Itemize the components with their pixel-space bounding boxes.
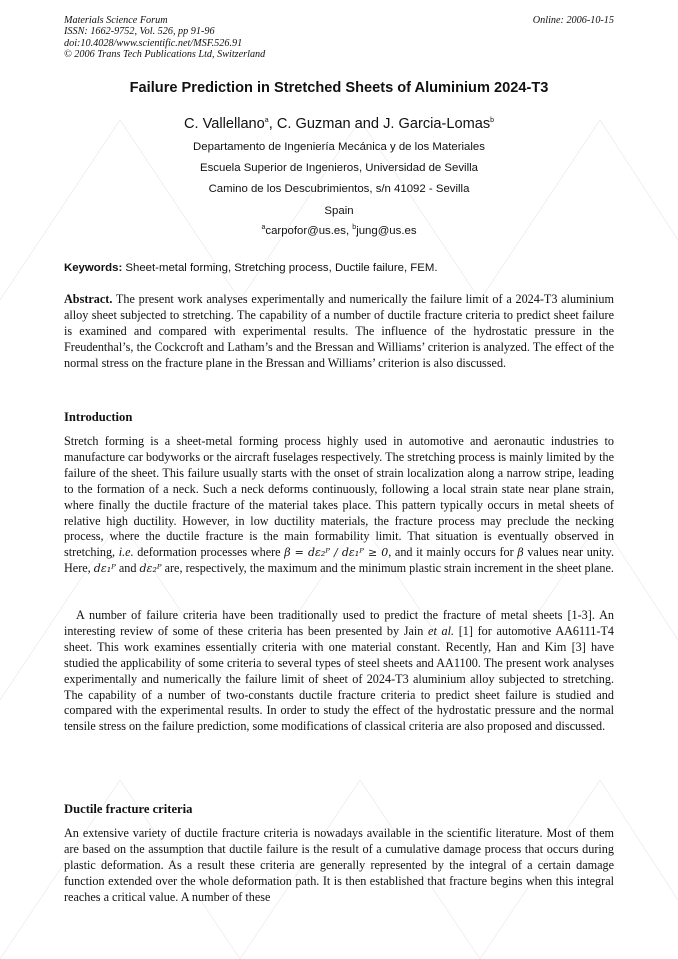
intro2-text-b: [1] for automotive AA6111-T4 sheet. This work examines essentially criteria with one material constant. Recently, Han and Kim [3] have studied the applicability of some criteria to several types of steel sheets and AA1100. The present work analyses experimentally and numerically the failure limit of sheet of 2024-T3 aluminium alloy subjected to stretching. The capability of a number of two-constants ductile fracture criteria to predict sheet failure is studied and compared with the experimental results. In order to study the effect of the hydrostatic pressure and the normal tensile stress on the failure prediction, some modifications of classical criteria are also proposed and discussed.	[64, 623, 614, 734]
paper-title: Failure Prediction in Stretched Sheets of Aluminium 2024-T3	[129, 80, 549, 96]
et-al: et al.	[428, 623, 455, 638]
email-a-sup: a	[261, 224, 266, 232]
keywords	[64, 262, 614, 274]
intro-text-a: Stretch forming is a sheet-metal forming process highly used in automotive and aeronautic industries to manufacture car bodyworks or the aircraft fuselages respectively. The stretching process is mainly limited by the failure of the sheet. This failure usually starts with the onset of strain localization along a narrow stripe, leading to the formation of a neck. Such a neck deforms continuously, following a local strain state near plane strain, where finally the ductile fracture of the material takes place. This pattern typically occurs in metal sheets of relative high ductility. However, in low ductility materials, the fracture process may preclude the necking process, where the ductile fracture is the main formability limit. That situation is eventually observed in stretching,	[64, 434, 614, 560]
ie-abbrev: i.e.	[118, 545, 134, 560]
intro-text-b: deformation processes where	[133, 545, 285, 560]
author-2: C. Guzman and J. Garcia-Lomas	[272, 116, 491, 132]
abstract-text: The present work analyses experimentally and numerically the failure limit of a 2024-T3 aluminium alloy sheet subjected to stretching. The capability of a number of ductile fracture criteria to predict sheet failure is examined and compared with experimental results. The influence of the hydrostatic pressure in the Freudenthal’s, the Cockcroft and Latham’s and the Bressan and Williams’ criterion is analyzed. The effect of the normal stress on the fracture plane in the Bressan and Williams’ criterion is also discussed.	[64, 292, 614, 370]
affiliation-line-1: Departamento de Ingeniería Mecánica y de los Materiales	[193, 141, 485, 153]
author-sep: ,	[268, 116, 273, 132]
affiliation-line-4: Spain	[324, 205, 354, 217]
issn: ISSN: 1662-9752, Vol. 526, pp 91-96	[64, 26, 215, 38]
email-a: carpofor@us.es,	[265, 225, 353, 237]
strain-increment-2: dε₂ᴾ	[139, 562, 162, 576]
affiliation-line-3: Camino de los Descubrimientos, s/n 41092 - Sevilla	[208, 183, 470, 195]
intro-text-d: values near unity. Here,	[64, 545, 614, 576]
intro-text-c: , and it mainly occurs for	[388, 545, 518, 560]
keywords-label: Keywords:	[64, 262, 123, 274]
beta-symbol: β	[517, 546, 524, 560]
keywords-text: Sheet-metal forming, Stretching process, Ductile failure, FEM.	[122, 262, 438, 274]
copyright: © 2006 Trans Tech Publications Ltd, Switzerland	[64, 49, 266, 61]
intro-paragraph-1	[64, 434, 614, 577]
author-2-sup: b	[490, 117, 495, 125]
abstract-label: Abstract.	[64, 292, 113, 306]
section-heading-introduction: Introduction	[64, 410, 133, 424]
affiliation-line-2: Escuela Superior de Ingenieros, Universidad de Sevilla	[200, 162, 478, 174]
author-list	[40, 116, 638, 132]
email-b-sup: b	[352, 224, 357, 232]
intro-text-e: and	[115, 561, 140, 576]
intro2-text-a: A number of failure criteria have been traditionally used to predict the fracture of metal sheets [1-3]. An interesting review of some of these criteria has been presented by Jain	[64, 608, 614, 638]
email-b: jung@us.es	[356, 225, 417, 237]
beta-equation: β = dε₂ᴾ / dε₁ᴾ ≥ 0	[284, 546, 389, 560]
intro-paragraph-2	[64, 608, 614, 735]
author-1: C. Vallellano	[183, 116, 265, 132]
abstract	[64, 292, 614, 372]
author-1-sup: a	[264, 117, 269, 125]
doi: doi:10.4028/www.scientific.net/MSF.526.91	[64, 37, 243, 49]
author-emails	[40, 225, 638, 237]
strain-increment-1: dε₁ᴾ	[93, 562, 116, 576]
page-header	[64, 15, 614, 61]
journal-name: Materials Science Forum	[64, 15, 168, 26]
ductile-paragraph-1: An extensive variety of ductile fracture criteria is nowadays available in the scientific literature. Most of them are based on the assumption that ductile failure is the result of a cumulative damage process that occurs during plastic deformation. As a result these criteria are generally represented by the integral of a certain damage function extended over the whole deformation path. It is then established that fracture begins when this integral reaches a critical value. A number of these	[64, 826, 614, 904]
online-date: Online: 2006-10-15	[532, 15, 614, 26]
intro-text-f: are, respectively, the maximum and the minimum plastic strain increment in the sheet plane.	[161, 561, 614, 576]
section-heading-ductile-fracture: Ductile fracture criteria	[64, 802, 193, 816]
